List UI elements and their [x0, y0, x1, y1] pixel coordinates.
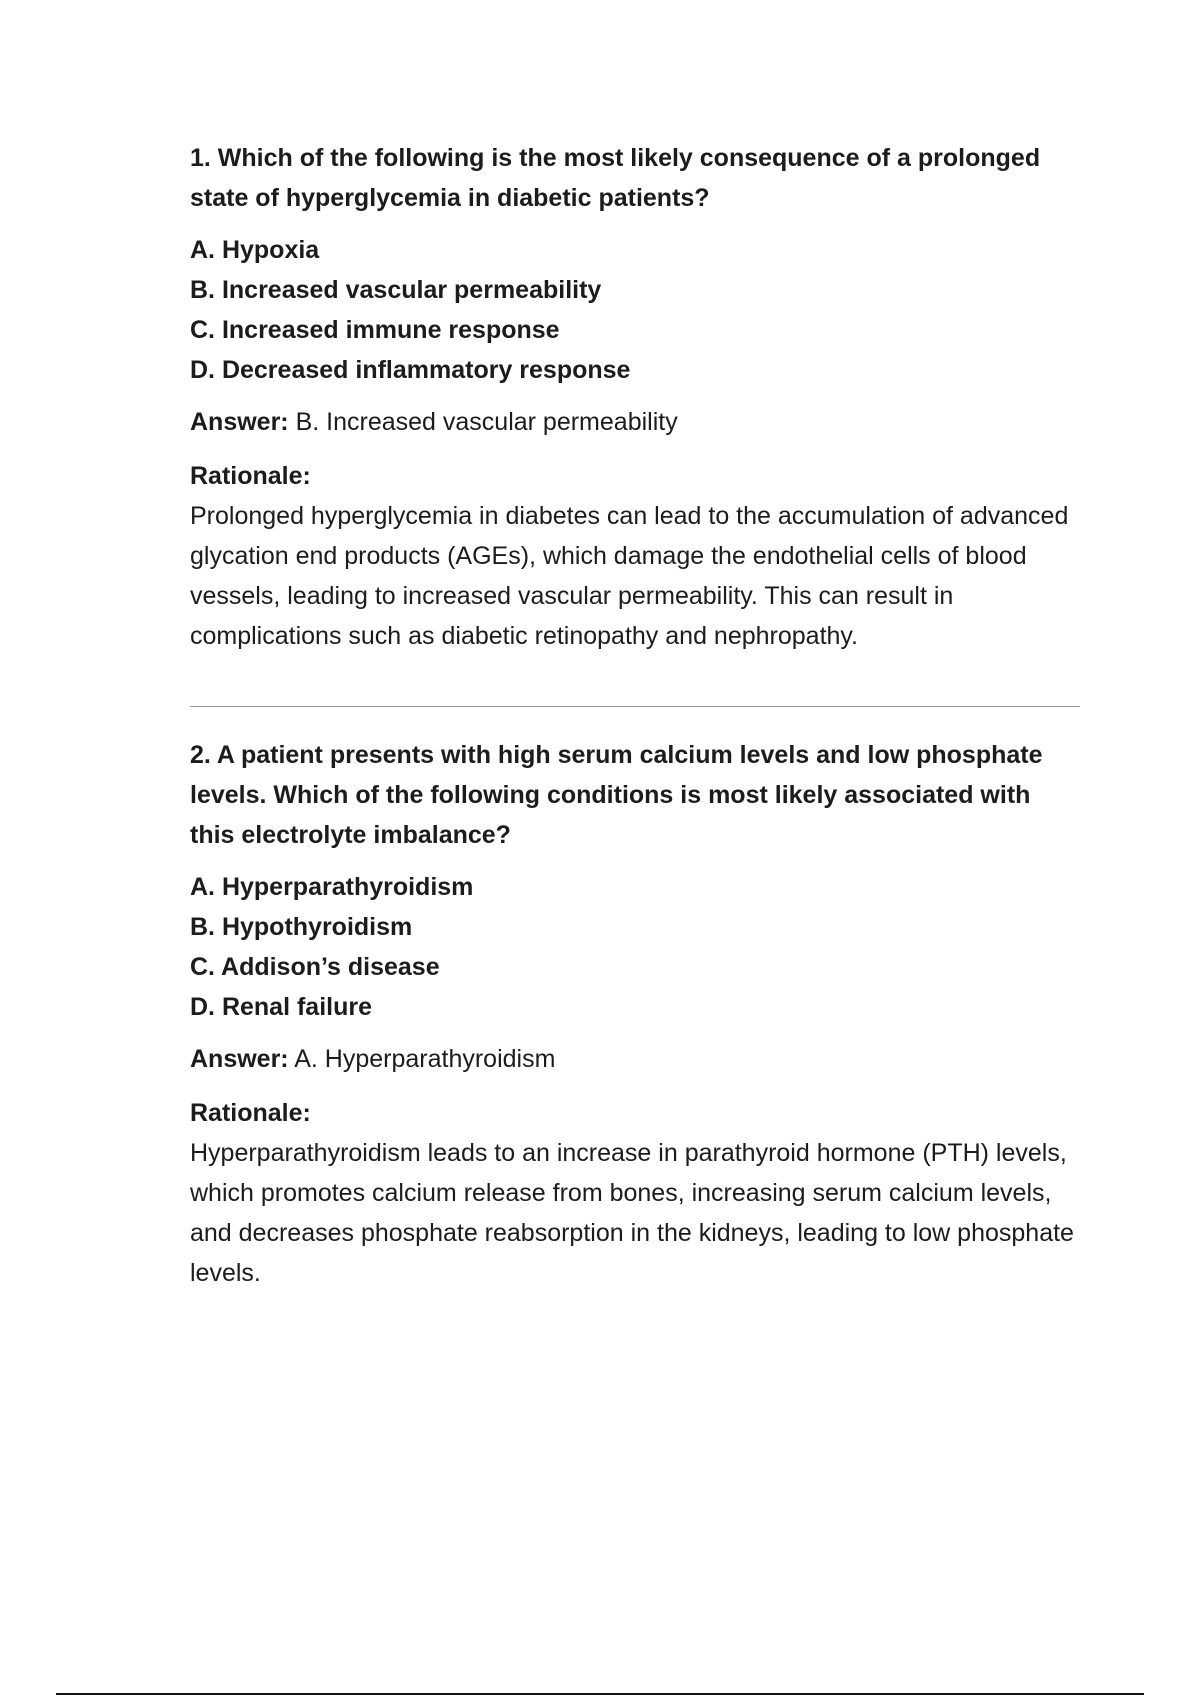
answer-line — [190, 402, 1080, 442]
option-d: D. Renal failure — [190, 993, 372, 1021]
answer-value: B. Increased vascular permeability — [288, 408, 678, 436]
question-block-2 — [190, 735, 1080, 1293]
document-page — [190, 138, 1080, 1293]
answer-value: A. Hyperparathyroidism — [288, 1045, 556, 1073]
footer-rule — [56, 1693, 1144, 1695]
option-c: C. Addison’s disease — [190, 953, 440, 981]
answer-line — [190, 1039, 1080, 1079]
rationale-text: Hyperparathyroidism leads to an increase in parathyroid hormone (PTH) levels, which promotes calcium release from bones, increasing serum calcium levels, and decreases phosphate reabsorption in the kidneys, leading to low phosphate levels. — [190, 1139, 1074, 1287]
option-b: B. Increased vascular permeability — [190, 276, 602, 304]
answer-label: Answer: — [190, 408, 289, 436]
answer-label: Answer: — [190, 1045, 289, 1073]
rationale-label: Rationale: — [190, 1099, 311, 1127]
rationale-text: Prolonged hyperglycemia in diabetes can lead to the accumulation of advanced glycation end products (AGEs), which damage the endothelial cells of blood vessels, leading to increased vascular permeability. This can result in complications such as diabetic retinopathy and nephropathy. — [190, 502, 1069, 650]
option-b: B. Hypothyroidism — [190, 913, 413, 941]
rationale-label: Rationale: — [190, 462, 311, 490]
question-text: 1. Which of the following is the most likely consequence of a prolonged state of hyperglycemia in diabetic patients? — [190, 144, 1041, 212]
question-block-1 — [190, 138, 1080, 656]
question-text: 2. A patient presents with high serum calcium levels and low phosphate levels. Which of the following conditions is most likely associated with this electrolyte imbalance? — [190, 741, 1043, 849]
options-list — [190, 867, 1080, 1027]
option-c: C. Increased immune response — [190, 316, 560, 344]
option-a: A. Hypoxia — [190, 236, 320, 264]
section-divider — [190, 706, 1080, 707]
option-a: A. Hyperparathyroidism — [190, 873, 474, 901]
option-d: D. Decreased inflammatory response — [190, 356, 631, 384]
options-list — [190, 230, 1080, 390]
